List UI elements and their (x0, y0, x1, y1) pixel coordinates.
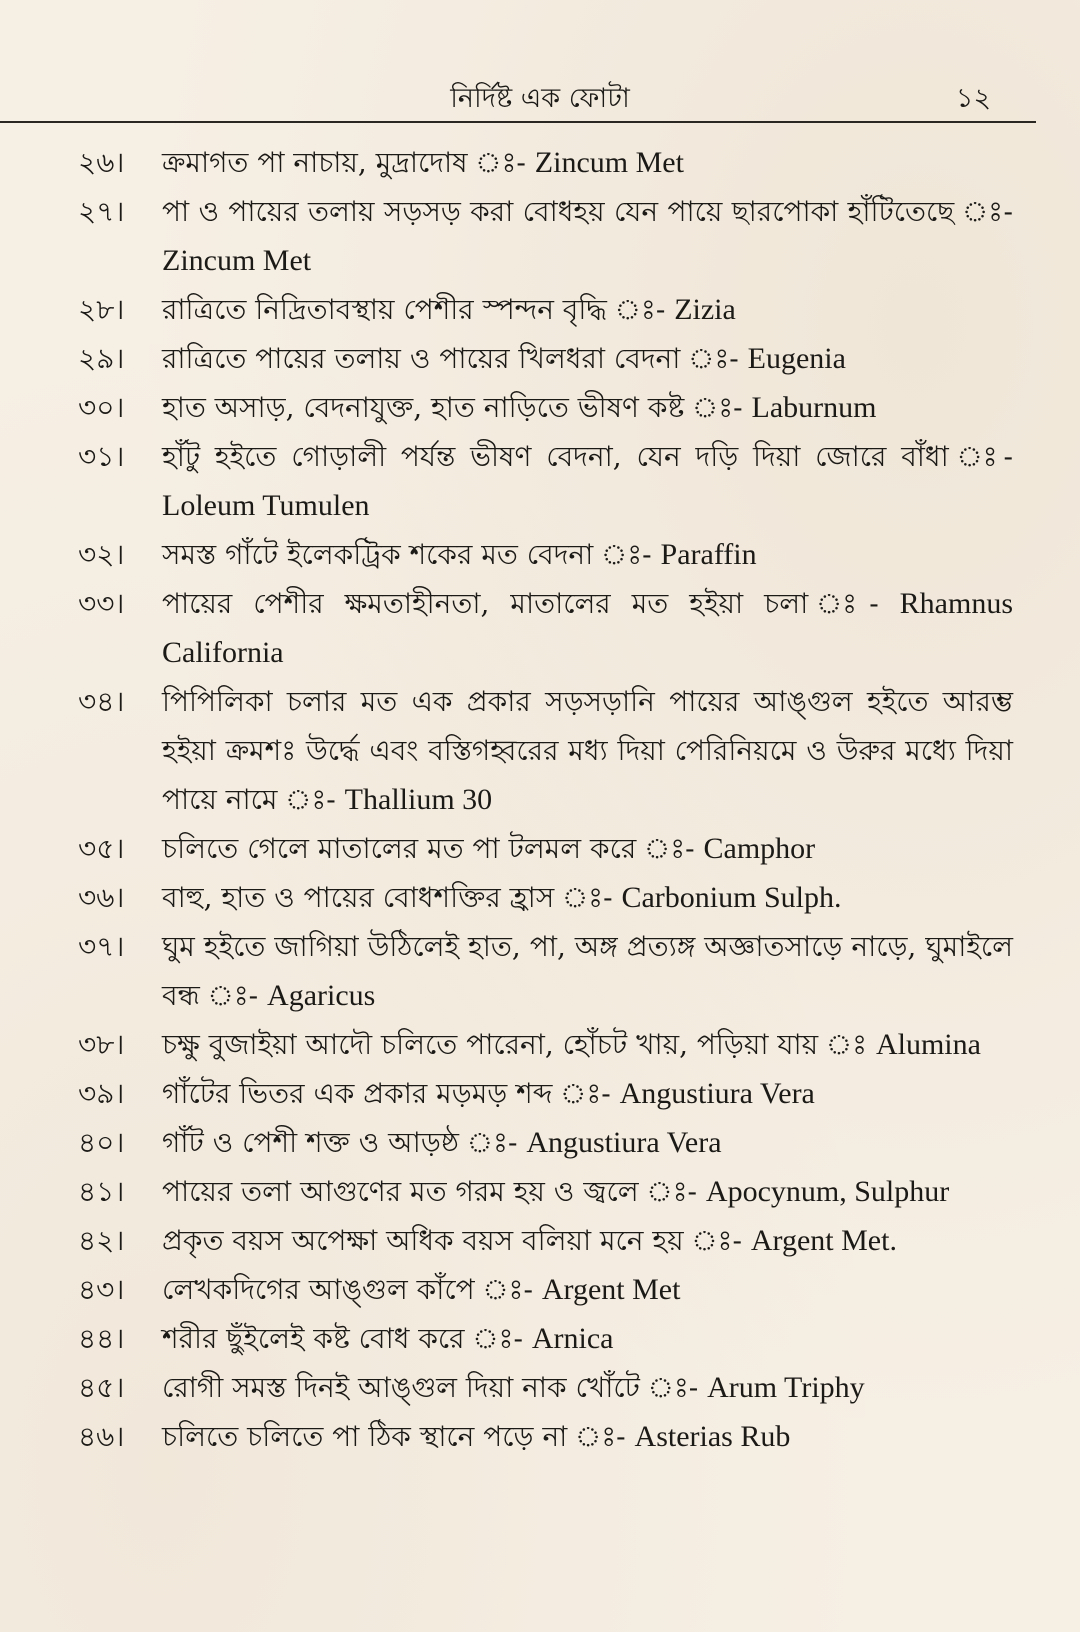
remedy-name: Angustiura Vera (526, 1126, 722, 1159)
entry-text (162, 432, 1013, 530)
entry-text (162, 677, 1013, 824)
list-item (78, 873, 1013, 922)
entry-text (162, 1069, 1013, 1118)
symptom-text: পায়ের পেশীর ক্ষমতাহীনতা, মাতালের মত হইয়া চলা ঃ- (162, 587, 900, 620)
list-item (78, 1363, 1013, 1412)
list-item (78, 1118, 1013, 1167)
entry-number: ৩০। (78, 391, 125, 424)
entry-number: ৩৮। (78, 1028, 125, 1061)
list-item (78, 334, 1013, 383)
entry-text (162, 1167, 1013, 1216)
entry-number: ২৭। (78, 195, 125, 228)
list-item (78, 530, 1013, 579)
list-item (78, 824, 1013, 873)
entry-number: ৪৬। (78, 1420, 125, 1453)
remedy-name: Asterias Rub (634, 1420, 791, 1453)
remedy-name: Paraffin (660, 538, 757, 571)
symptom-text: গাঁট ও পেশী শক্ত ও আড়ষ্ঠ ঃ- (162, 1126, 527, 1159)
entry-number: ২৯। (78, 342, 125, 375)
symptom-text: পিপিলিকা চলার মত এক প্রকার সড়সড়ানি পায়ের আঙ্গুল হইতে আরম্ভ হইয়া ক্রমশঃ উর্দ্ধে এবং বস্তিগহ্বরের মধ্য দিয়া পেরিনিয়মে ও উরুর মধ্যে দিয়া পায়ে নামে ঃ- (162, 685, 1013, 816)
symptom-text: চক্ষু বুজাইয়া আদৌ চলিতে পারেনা, হোঁচট খায়, পড়িয়া যায় ঃ (162, 1028, 876, 1061)
entry-text (162, 1020, 1013, 1069)
remedy-name: Loleum Tumulen (162, 489, 370, 522)
entry-number: ২৬। (78, 146, 125, 179)
remedy-name: Carbonium Sulph. (621, 881, 842, 914)
symptom-text: রাত্রিতে পায়ের তলায় ও পায়ের খিলধরা বেদনা ঃ- (162, 342, 748, 375)
entry-number: ৪২। (78, 1224, 125, 1257)
entry-number: ৩৭। (78, 930, 125, 963)
entry-text (162, 187, 1013, 285)
symptom-text: চলিতে চলিতে পা ঠিক স্থানে পড়ে না ঃ- (162, 1420, 635, 1453)
entry-number: ৪৩। (78, 1273, 125, 1306)
symptom-text: ঘুম হইতে জাগিয়া উঠিলেই হাত, পা, অঙ্গ প্রত্যঙ্গ অজ্ঞাতসাড়ে নাড়ে, ঘুমাইলে বন্ধ ঃ- (162, 930, 1013, 1012)
symptom-text: হাত অসাড়, বেদনাযুক্ত, হাত নাড়িতে ভীষণ কষ্ট ঃ- (162, 391, 752, 424)
list-item (78, 1020, 1013, 1069)
entry-text (162, 579, 1013, 677)
remedy-name: Alumina (875, 1028, 981, 1061)
entry-text (162, 1363, 1013, 1412)
symptom-text: সমস্ত গাঁটে ইলেকট্রিক শকের মত বেদনা ঃ- (162, 538, 661, 571)
entry-number: ৩৯। (78, 1077, 125, 1110)
entry-text (162, 922, 1013, 1020)
entry-text (162, 1265, 1013, 1314)
entry-text (162, 285, 1013, 334)
entry-number: ৩৬। (78, 881, 125, 914)
remedy-name: Eugenia (747, 342, 846, 375)
remedy-name: Argent Met (541, 1273, 681, 1306)
entry-number: ৩৩। (78, 587, 125, 620)
symptom-text: রাত্রিতে নিদ্রিতাবস্থায় পেশীর স্পন্দন বৃদ্ধি ঃ- (162, 293, 675, 326)
entry-text (162, 824, 1013, 873)
list-item (78, 579, 1013, 677)
list-item (78, 1069, 1013, 1118)
remedy-name: Arum Triphy (707, 1371, 865, 1404)
remedy-name: Angustiura Vera (619, 1077, 815, 1110)
symptom-text: প্রকৃত বয়স অপেক্ষা অধিক বয়স বলিয়া মনে হয় ঃ- (162, 1224, 751, 1257)
entry-number: ৩১। (78, 440, 125, 473)
symptom-text: রোগী সমস্ত দিনই আঙ্গুল দিয়া নাক খোঁটে ঃ- (162, 1371, 708, 1404)
remedy-name: Thallium 30 (344, 783, 493, 816)
entry-number: ৩৪। (78, 685, 125, 718)
list-item (78, 1412, 1013, 1461)
remedy-name: Arnica (531, 1322, 614, 1355)
list-item (78, 187, 1013, 285)
page-header (0, 72, 1035, 122)
entry-number: ৪১। (78, 1175, 125, 1208)
symptom-text: ক্রমাগত পা নাচায়, মুদ্রাদোষ ঃ- (162, 146, 535, 179)
list-item (78, 1265, 1013, 1314)
entry-text (162, 334, 1013, 383)
list-item (78, 1167, 1013, 1216)
list-item (78, 432, 1013, 530)
symptom-text: চলিতে গেলে মাতালের মত পা টলমল করে ঃ- (162, 832, 704, 865)
entry-text (162, 530, 1013, 579)
remedy-name: Camphor (703, 832, 816, 865)
remedy-name: Zincum Met (162, 244, 312, 277)
remedy-name: Rhamnus California (162, 587, 1013, 669)
symptom-text: বাহু, হাত ও পায়ের বোধশক্তির হ্রাস ঃ- (162, 881, 622, 914)
entry-number: ৪৪। (78, 1322, 125, 1355)
list-item (78, 677, 1013, 824)
remedy-name: Agaricus (267, 979, 376, 1012)
running-title: নির্দিষ্ট এক ফোটা (450, 83, 630, 114)
symptom-text: লেখকদিগের আঙ্গুল কাঁপে ঃ- (162, 1273, 542, 1306)
symptom-text: গাঁটের ভিতর এক প্রকার মড়মড় শব্দ ঃ- (162, 1077, 620, 1110)
entry-text (162, 383, 1013, 432)
symptom-text: পা ও পায়ের তলায় সড়সড় করা বোধহয় যেন পায়ে ছারপোকা হাঁটিতেছে ঃ- (162, 195, 1013, 228)
entry-number: ৪৫। (78, 1371, 125, 1404)
remedy-name: Apocynum, Sulphur (705, 1175, 950, 1208)
entry-text (162, 1412, 1013, 1461)
remedy-name: Argent Met. (750, 1224, 897, 1257)
list-item (78, 138, 1013, 187)
list-item (78, 285, 1013, 334)
entry-text (162, 1314, 1013, 1363)
entry-text (162, 138, 1013, 187)
symptom-text: হাঁটু হইতে গোড়ালী পর্যন্ত ভীষণ বেদনা, যেন দড়ি দিয়া জোরে বাঁধা ঃ- (162, 440, 1013, 473)
entry-text (162, 873, 1013, 922)
entry-number: ৩২। (78, 538, 125, 571)
list-item (78, 922, 1013, 1020)
entry-number: ৩৫। (78, 832, 125, 865)
remedy-name: Zizia (674, 293, 736, 326)
remedy-name: Laburnum (751, 391, 877, 424)
symptom-text: পায়ের তলা আগুণের মত গরম হয় ও জ্বলে ঃ- (162, 1175, 706, 1208)
list-item (78, 1216, 1013, 1265)
entry-list (78, 138, 1013, 1461)
entry-text (162, 1118, 1013, 1167)
entry-number: ৪০। (78, 1126, 125, 1159)
remedy-name: Zincum Met (534, 146, 684, 179)
list-item (78, 1314, 1013, 1363)
header-rule (0, 121, 1036, 123)
entry-text (162, 1216, 1013, 1265)
symptom-text: শরীর ছুঁইলেই কষ্ট বোধ করে ঃ- (162, 1322, 532, 1355)
list-item (78, 383, 1013, 432)
entry-number: ২৮। (78, 293, 125, 326)
page-number: ১২ (955, 83, 991, 114)
